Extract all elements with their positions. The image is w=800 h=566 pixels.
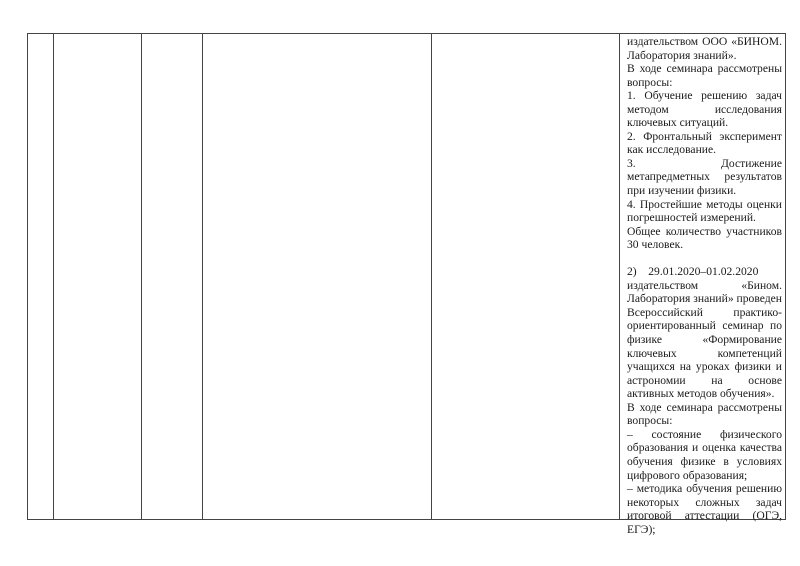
blank-line: [627, 252, 782, 266]
paragraph: Общее количество участников 30 человек.: [627, 224, 782, 252]
column-divider: [431, 34, 432, 519]
paragraph: 1. Обучение решению задач методом исследования ключевых ситуаций.: [627, 89, 782, 130]
paragraph: 2. Фронтальный эксперимент как исследование.: [627, 129, 782, 157]
paragraph: – методика обучения решению некоторых сложных задач итоговой аттестации (ОГЭ, ЕГЭ);: [627, 482, 782, 536]
report-table: [27, 33, 786, 536]
paragraph: 3. Достижение метапредметных результатов при изучении физики.: [627, 156, 782, 198]
column-divider: [53, 34, 54, 519]
description-cell: [623, 34, 785, 536]
paragraph: 4. Простейшие методы оценки погрешностей измерений.: [627, 197, 782, 225]
paragraph: В ходе семинара рассмотрены вопросы:: [627, 400, 782, 428]
column-divider: [619, 34, 620, 519]
paragraph: 2) 29.01.2020–01.02.2020: [627, 265, 759, 279]
column-divider: [141, 34, 142, 519]
paragraph: издательством «Бином. Лаборатория знаний» проведен Всероссийский практико-ориентированный семинар по физике «Формирование ключевых компетенций учащихся на уроках физики и астрономии на основе активных методов обучения».: [627, 278, 782, 401]
paragraph: В ходе семинара рассмотрены вопросы:: [627, 62, 782, 89]
column-divider: [202, 34, 203, 519]
paragraph: издательством ООО «БИНОМ. Лаборатория знаний».: [627, 35, 782, 62]
paragraph: – состояние физического образования и оценка качества обучения физике в условиях цифрового образования;: [627, 427, 782, 482]
